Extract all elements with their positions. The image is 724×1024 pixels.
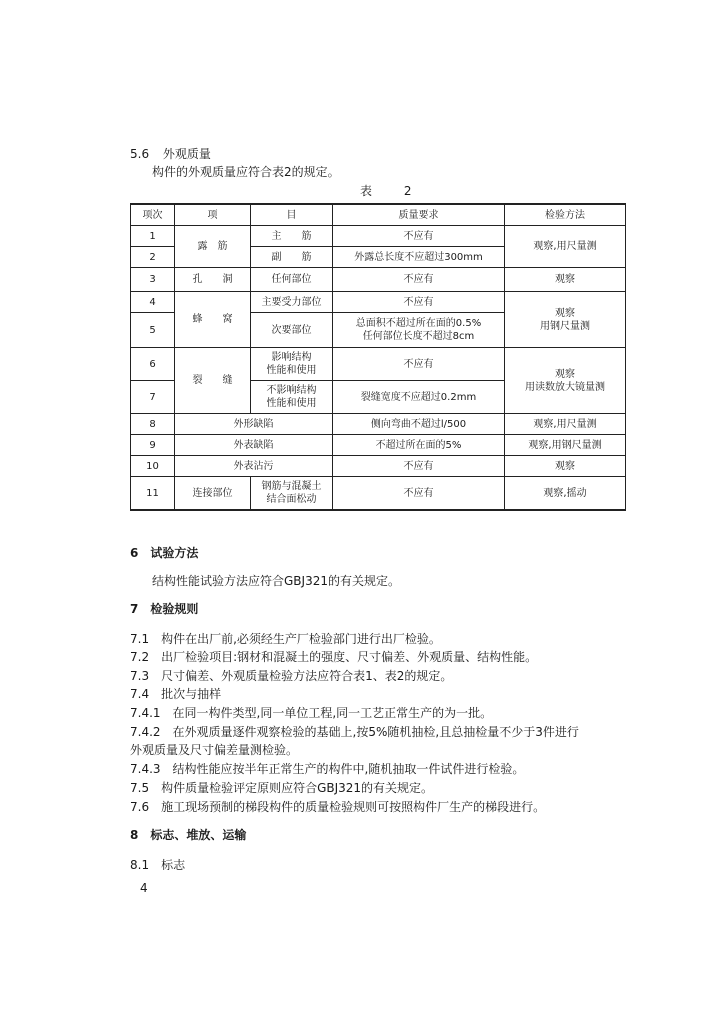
row-requirement: 不应有 [333, 268, 505, 292]
row-method: 观察 用读数放大镜量测 [505, 348, 626, 414]
paragraph-7-4-3: 7.4.3 结构性能应按半年正常生产的构件中,随机抽取一件试件进行检验。 [130, 762, 525, 776]
section-8-heading: 8 标志、堆放、运输 [130, 828, 247, 842]
row-method: 观察,用尺量测 [505, 414, 626, 435]
section-6-text: 结构性能试验方法应符合GBJ321的有关规定。 [152, 574, 400, 588]
row-subitem: 不影响结构 性能和使用 [251, 381, 333, 414]
table-row [131, 414, 626, 435]
section-7-heading: 7 检验规则 [130, 602, 199, 616]
row-requirement: 裂缝宽度不应超过0.2mm [333, 381, 505, 414]
page-number: 4 [140, 881, 148, 895]
row-category: 外表沾污 [175, 456, 333, 477]
paragraph-7-3: 7.3 尺寸偏差、外观质量检验方法应符合表1、表2的规定。 [130, 669, 453, 683]
section-5-6-text: 构件的外观质量应符合表2的规定。 [152, 165, 340, 179]
row-requirement: 不应有 [333, 292, 505, 313]
row-requirement: 不应有 [333, 226, 505, 247]
section-5-6-heading [130, 146, 211, 162]
paragraph-7-5: 7.5 构件质量检验评定原则应符合GBJ321的有关规定。 [130, 781, 434, 795]
row-subitem: 钢筋与混凝土 结合面松动 [251, 477, 333, 511]
row-no: 7 [131, 381, 175, 414]
row-method: 观察 [505, 268, 626, 292]
row-category: 蜂 窝 [175, 292, 251, 348]
row-no: 4 [131, 292, 175, 313]
row-no: 10 [131, 456, 175, 477]
section-5-6-number: 5.6 [130, 147, 150, 161]
table-row [131, 268, 626, 292]
row-method: 观察 用钢尺量测 [505, 292, 626, 348]
row-no: 2 [131, 247, 175, 268]
row-category: 露 筋 [175, 226, 251, 268]
header-no: 项次 [131, 204, 175, 226]
table-row [131, 292, 626, 313]
paragraph-8-1: 8.1 标志 [130, 858, 186, 872]
paragraph-7-6: 7.6 施工现场预制的梯段构件的质量检验规则可按照构件厂生产的梯段进行。 [130, 800, 546, 814]
row-subitem: 主 筋 [251, 226, 333, 247]
table-row [131, 226, 626, 247]
row-requirement: 总面积不超过所在面的0.5% 任何部位长度不超过8cm [333, 313, 505, 348]
row-requirement: 不应有 [333, 477, 505, 511]
paragraph-7-4-2: 7.4.2 在外观质量逐件观察检验的基础上,按5%随机抽检,且总抽检量不少于3件进行 [130, 725, 579, 739]
header-requirement: 质量要求 [333, 204, 505, 226]
row-category: 连接部位 [175, 477, 251, 511]
header-method: 检验方法 [505, 204, 626, 226]
paragraph-7-4: 7.4 批次与抽样 [130, 687, 222, 701]
table-row [131, 456, 626, 477]
row-method: 观察,用尺量测 [505, 226, 626, 268]
table-header-row [131, 204, 626, 226]
row-category: 外形缺陷 [175, 414, 333, 435]
paragraph-7-1: 7.1 构件在出厂前,必须经生产厂检验部门进行出厂检验。 [130, 632, 441, 646]
row-method: 观察,用钢尺量测 [505, 435, 626, 456]
header-item: 项 [175, 204, 251, 226]
paragraph-7-2: 7.2 出厂检验项目:钢材和混凝土的强度、尺寸偏差、外观质量、结构性能。 [130, 650, 538, 664]
row-subitem: 主要受力部位 [251, 292, 333, 313]
row-no: 1 [131, 226, 175, 247]
row-no: 3 [131, 268, 175, 292]
row-method: 观察,摇动 [505, 477, 626, 511]
row-requirement: 侧向弯曲不超过l/500 [333, 414, 505, 435]
row-no: 6 [131, 348, 175, 381]
row-category: 裂 缝 [175, 348, 251, 414]
paragraph-7-4-2-cont: 外观质量及尺寸偏差量测检验。 [130, 743, 299, 757]
section-6-heading: 6 试验方法 [130, 546, 199, 560]
row-no: 8 [131, 414, 175, 435]
row-method: 观察 [505, 456, 626, 477]
row-subitem: 副 筋 [251, 247, 333, 268]
row-no: 11 [131, 477, 175, 511]
row-subitem: 次要部位 [251, 313, 333, 348]
row-no: 5 [131, 313, 175, 348]
header-item-2: 目 [251, 204, 333, 226]
row-requirement: 不超过所在面的5% [333, 435, 505, 456]
row-subitem: 任何部位 [251, 268, 333, 292]
table-caption: 表 2 [360, 184, 426, 198]
table-row [131, 348, 626, 381]
row-category: 孔 洞 [175, 268, 251, 292]
row-requirement: 外露总长度不应超过300mm [333, 247, 505, 268]
section-5-6-title: 外观质量 [162, 147, 211, 161]
row-no: 9 [131, 435, 175, 456]
row-requirement: 不应有 [333, 456, 505, 477]
row-category: 外表缺陷 [175, 435, 333, 456]
row-subitem: 影响结构 性能和使用 [251, 348, 333, 381]
table-row [131, 477, 626, 511]
quality-table [130, 203, 626, 511]
table-row [131, 435, 626, 456]
row-requirement: 不应有 [333, 348, 505, 381]
paragraph-7-4-1: 7.4.1 在同一构件类型,同一单位工程,同一工艺正常生产的为一批。 [130, 706, 493, 720]
